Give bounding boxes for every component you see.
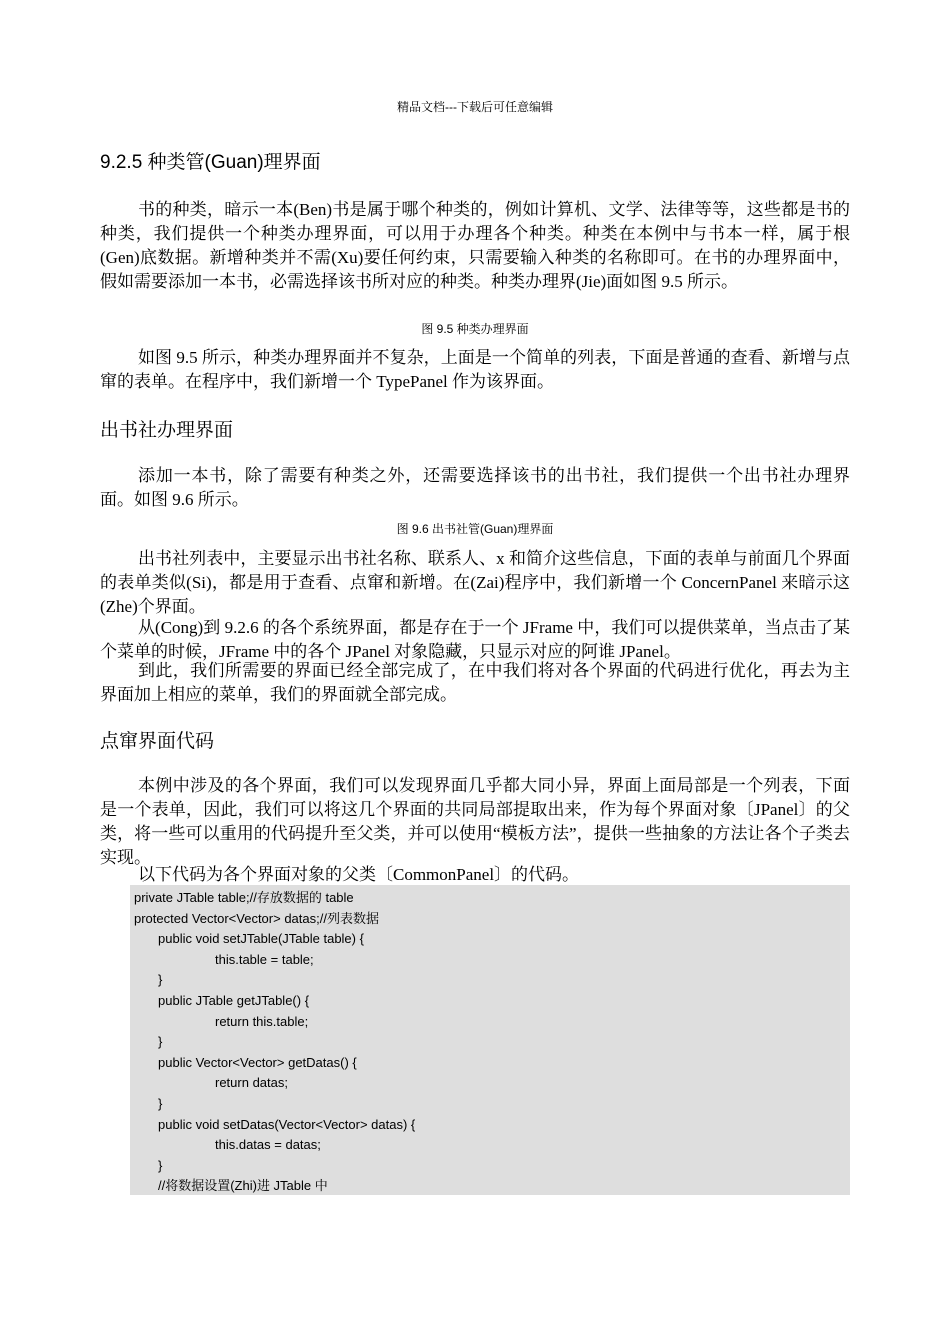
paragraph-interface-complete: 到此，我们所需要的界面已经全部完成了，在中我们将对各个界面的代码进行优化，再去为主界面加上相应的菜单，我们的界面就全部完成。 xyxy=(100,661,850,704)
figure-caption-9-5: 图 9.5 种类办理界面 xyxy=(421,322,529,336)
code-line: } xyxy=(158,1157,163,1173)
code-line: public JTable getJTable() { xyxy=(158,992,310,1008)
code-line: public void setJTable(JTable table) { xyxy=(158,931,364,947)
code-block xyxy=(130,885,850,1195)
section-heading-publisher-management: 出书社办理界面 xyxy=(100,420,234,441)
paragraph-publisher-intro: 添加一本书，除了需要有种类之外，还需要选择该书的出书社，我们提供一个出书社办理界面。如图 9.6 所示。 xyxy=(100,466,850,509)
paragraph-code-intro: 以下代码为各个界面对象的父类〔CommonPanel〕的代码。 xyxy=(138,865,580,884)
paragraph-common-parent: 本例中涉及的各个界面，我们可以发现界面几乎都大同小异，界面上面局部是一个列表，下面是一个表单，因此，我们可以将这几个界面的共同局部提取出来，作为每个界面对象〔JPanel〕的父类，将一些可以重用的代码提升至父类，并可以使用“模板方法”，提供一些抽象的方法让各个子类去实现。 xyxy=(100,776,850,867)
page-header-note: 精品文档---下载后可任意编辑 xyxy=(397,100,553,114)
figure-caption-9-6: 图 9.6 出书社管(Guan)理界面 xyxy=(396,522,554,536)
code-line: } xyxy=(158,1034,163,1050)
code-line: protected Vector<Vector> datas;//列表数据 xyxy=(134,910,379,926)
section-heading-type-management: 9.2.5 种类管(Guan)理界面 xyxy=(100,152,321,173)
code-line: this.table = table; xyxy=(215,951,314,967)
code-line: //将数据设置(Zhi)进 JTable 中 xyxy=(158,1178,328,1194)
code-line: this.datas = datas; xyxy=(215,1137,321,1153)
paragraph-type-intro: 书的种类，暗示一本(Ben)书是属于哪个种类的，例如计算机、文学、法律等等，这些都是书的种类，我们提供一个种类办理界面，可以用于办理各个种类。种类在本例中与书本一样，属于根(Gen)底数据。新增种类并不需(Xu)要任何约束，只需要输入种类的名称即可。在书的办理界面中，假如需要添加一本书，必需选择该书所对应的种类。种类办理界(Jie)面如图 9.5 所示。 xyxy=(100,200,850,291)
paragraph-jframe-menu: 从(Cong)到 9.2.6 的各个系统界面，都是存在于一个 JFrame 中，我们可以提供菜单，当点击了某个菜单的时候，JFrame 中的各个 JPanel 对象隐藏，只显示对应的阿谁 JPanel。 xyxy=(100,618,850,661)
code-line: public void setDatas(Vector<Vector> datas) { xyxy=(158,1116,416,1132)
code-line: private JTable table;//存放数据的 table xyxy=(134,890,354,905)
code-line: return this.table; xyxy=(215,1013,309,1029)
section-heading-modify-code: 点窜界面代码 xyxy=(100,731,215,752)
code-line: } xyxy=(158,972,163,988)
code-line: public Vector<Vector> getDatas() { xyxy=(158,1054,357,1070)
paragraph-type-description: 如图 9.5 所示，种类办理界面并不复杂，上面是一个简单的列表，下面是普通的查看、新增与点窜的表单。在程序中，我们新增一个 TypePanel 作为该界面。 xyxy=(100,348,850,391)
code-line: } xyxy=(158,1095,163,1111)
code-line: return datas; xyxy=(215,1075,288,1091)
paragraph-publisher-description: 出书社列表中，主要显示出书社名称、联系人、x 和简介这些信息，下面的表单与前面几个界面的表单类似(Si)，都是用于查看、点窜和新增。在(Zai)程序中，我们新增一个 ConcernPanel 来暗示这(Zhe)个界面。 xyxy=(100,549,850,616)
